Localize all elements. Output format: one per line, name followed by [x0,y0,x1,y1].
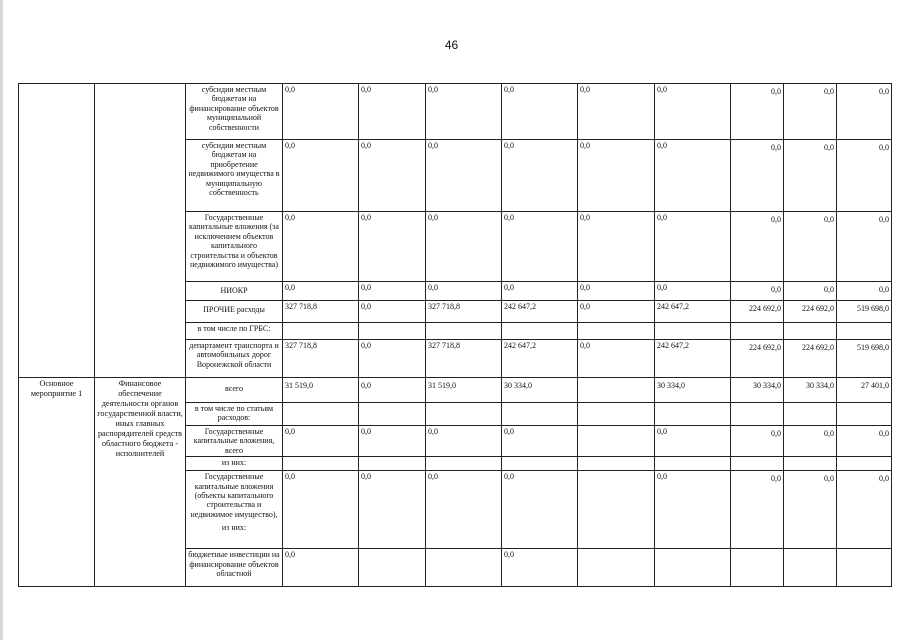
value-cell: 0,0 [502,282,578,301]
value-cell: 0,0 [784,471,837,549]
row-label: департамент транспорта и автомобильных дорог Воронежской области [186,340,283,378]
value-cell: 224 692,0 [784,301,837,323]
value-cell: 242 647,2 [502,340,578,378]
value-cell [426,323,502,340]
event-title: Финансовое обеспечение деятельности органов государственной власти, иных главных распорядителей средств областного бюджета - исполнителей [95,378,186,587]
row-label: в том числе по ГРБС: [186,323,283,340]
value-cell: 30 334,0 [731,378,784,403]
value-cell [578,403,655,426]
value-cell: 0,0 [359,340,426,378]
page-number: 46 [444,38,459,52]
value-cell: 224 692,0 [784,340,837,378]
value-cell: 327 718,8 [426,301,502,323]
value-cell: 0,0 [283,212,359,282]
value-cell: 0,0 [502,212,578,282]
value-cell: 0,0 [426,426,502,457]
value-cell: 519 698,0 [837,301,892,323]
value-cell: 0,0 [426,140,502,212]
value-cell [359,403,426,426]
value-cell [784,323,837,340]
value-cell [731,549,784,587]
value-cell [578,378,655,403]
value-cell [784,549,837,587]
row-label [186,471,283,549]
row-label: Государственные капитальные вложения, всего [186,426,283,457]
value-cell [359,323,426,340]
value-cell: 242 647,2 [655,340,731,378]
value-cell [731,403,784,426]
value-cell: 0,0 [359,282,426,301]
value-cell [655,549,731,587]
value-cell [502,403,578,426]
value-cell [359,549,426,587]
value-cell [426,457,502,471]
value-cell: 0,0 [731,471,784,549]
value-cell: 242 647,2 [655,301,731,323]
value-cell: 30 334,0 [502,378,578,403]
empty-merged-cell [95,84,186,378]
value-cell [784,457,837,471]
value-cell: 0,0 [578,140,655,212]
value-cell: 0,0 [837,212,892,282]
value-cell: 0,0 [502,471,578,549]
value-cell: 0,0 [502,140,578,212]
value-cell: 0,0 [283,282,359,301]
value-cell: 31 519,0 [426,378,502,403]
value-cell [359,457,426,471]
value-cell: 0,0 [731,212,784,282]
value-cell [283,323,359,340]
value-cell: 0,0 [655,282,731,301]
value-cell [502,457,578,471]
value-cell: 0,0 [837,282,892,301]
value-cell: 0,0 [731,84,784,140]
value-cell: 0,0 [578,212,655,282]
value-cell [426,549,502,587]
value-cell: 0,0 [578,301,655,323]
value-cell: 0,0 [655,471,731,549]
value-cell: 224 692,0 [731,301,784,323]
row-label-text: Государственные капитальные вложения (объекты капитального строительства и недвижимое имущество), [190,472,278,519]
value-cell: 0,0 [731,140,784,212]
value-cell: 0,0 [578,282,655,301]
value-cell [578,323,655,340]
value-cell: 0,0 [359,301,426,323]
value-cell: 0,0 [784,212,837,282]
value-cell [731,457,784,471]
value-cell [837,457,892,471]
value-cell [837,549,892,587]
value-cell: 0,0 [784,140,837,212]
value-cell [502,323,578,340]
table-top-body [19,84,892,378]
value-cell [578,471,655,549]
value-cell: 0,0 [837,471,892,549]
value-cell [784,403,837,426]
row-label: из них: [186,457,283,471]
value-cell: 0,0 [731,282,784,301]
row-label: субсидии местным бюджетам на приобретение недвижимого имущества в муниципальную собственность [186,140,283,212]
page-edge [0,0,3,640]
table-section-body [19,378,892,587]
value-cell: 0,0 [283,426,359,457]
value-cell: 27 401,0 [837,378,892,403]
value-cell: 0,0 [578,340,655,378]
value-cell: 0,0 [655,84,731,140]
value-cell [837,323,892,340]
row-label: в том числе по статьям расходов: [186,403,283,426]
event-label: Основное мероприятие 1 [19,378,95,587]
table-row [19,378,892,403]
value-cell: 0,0 [502,549,578,587]
value-cell: 0,0 [283,140,359,212]
value-cell: 0,0 [283,549,359,587]
value-cell: 0,0 [426,84,502,140]
row-label: всего [186,378,283,403]
row-label: бюджетные инвестиции на финансирование объектов областной [186,549,283,587]
value-cell: 0,0 [837,426,892,457]
value-cell: 0,0 [731,426,784,457]
value-cell: 0,0 [578,84,655,140]
value-cell: 519 698,0 [837,340,892,378]
value-cell: 0,0 [359,378,426,403]
row-label-extra: из них: [221,523,247,533]
value-cell: 30 334,0 [655,378,731,403]
value-cell [283,403,359,426]
row-label: ПРОЧИЕ расходы [186,301,283,323]
value-cell: 0,0 [837,84,892,140]
value-cell: 0,0 [784,282,837,301]
value-cell: 0,0 [655,212,731,282]
value-cell [578,457,655,471]
value-cell: 0,0 [502,426,578,457]
value-cell [655,323,731,340]
value-cell [578,426,655,457]
value-cell [426,403,502,426]
row-label: НИОКР [186,282,283,301]
value-cell: 224 692,0 [731,340,784,378]
value-cell: 0,0 [655,426,731,457]
value-cell [283,457,359,471]
value-cell: 0,0 [502,84,578,140]
value-cell: 242 647,2 [502,301,578,323]
value-cell: 0,0 [837,140,892,212]
value-cell: 0,0 [359,426,426,457]
value-cell: 0,0 [655,140,731,212]
value-cell: 0,0 [784,84,837,140]
value-cell: 0,0 [283,471,359,549]
value-cell: 0,0 [359,140,426,212]
empty-merged-cell [19,84,95,378]
value-cell [655,403,731,426]
value-cell: 0,0 [359,84,426,140]
value-cell: 0,0 [426,212,502,282]
value-cell [655,457,731,471]
value-cell: 0,0 [359,212,426,282]
value-cell [731,323,784,340]
row-label: Государственные капитальные вложения (за исключением объектов капитального строительства и объектов недвижимого имущества) [186,212,283,282]
value-cell: 0,0 [283,84,359,140]
budget-table [18,83,892,587]
value-cell: 0,0 [359,471,426,549]
value-cell [837,403,892,426]
value-cell: 30 334,0 [784,378,837,403]
value-cell [578,549,655,587]
value-cell: 0,0 [426,471,502,549]
value-cell: 0,0 [784,426,837,457]
table-row [19,84,892,140]
value-cell: 327 718,8 [426,340,502,378]
value-cell: 327 718,8 [283,340,359,378]
value-cell: 0,0 [426,282,502,301]
value-cell: 327 718,8 [283,301,359,323]
value-cell: 31 519,0 [283,378,359,403]
row-label: субсидии местным бюджетам на финансирование объектов муниципальной собственности [186,84,283,140]
